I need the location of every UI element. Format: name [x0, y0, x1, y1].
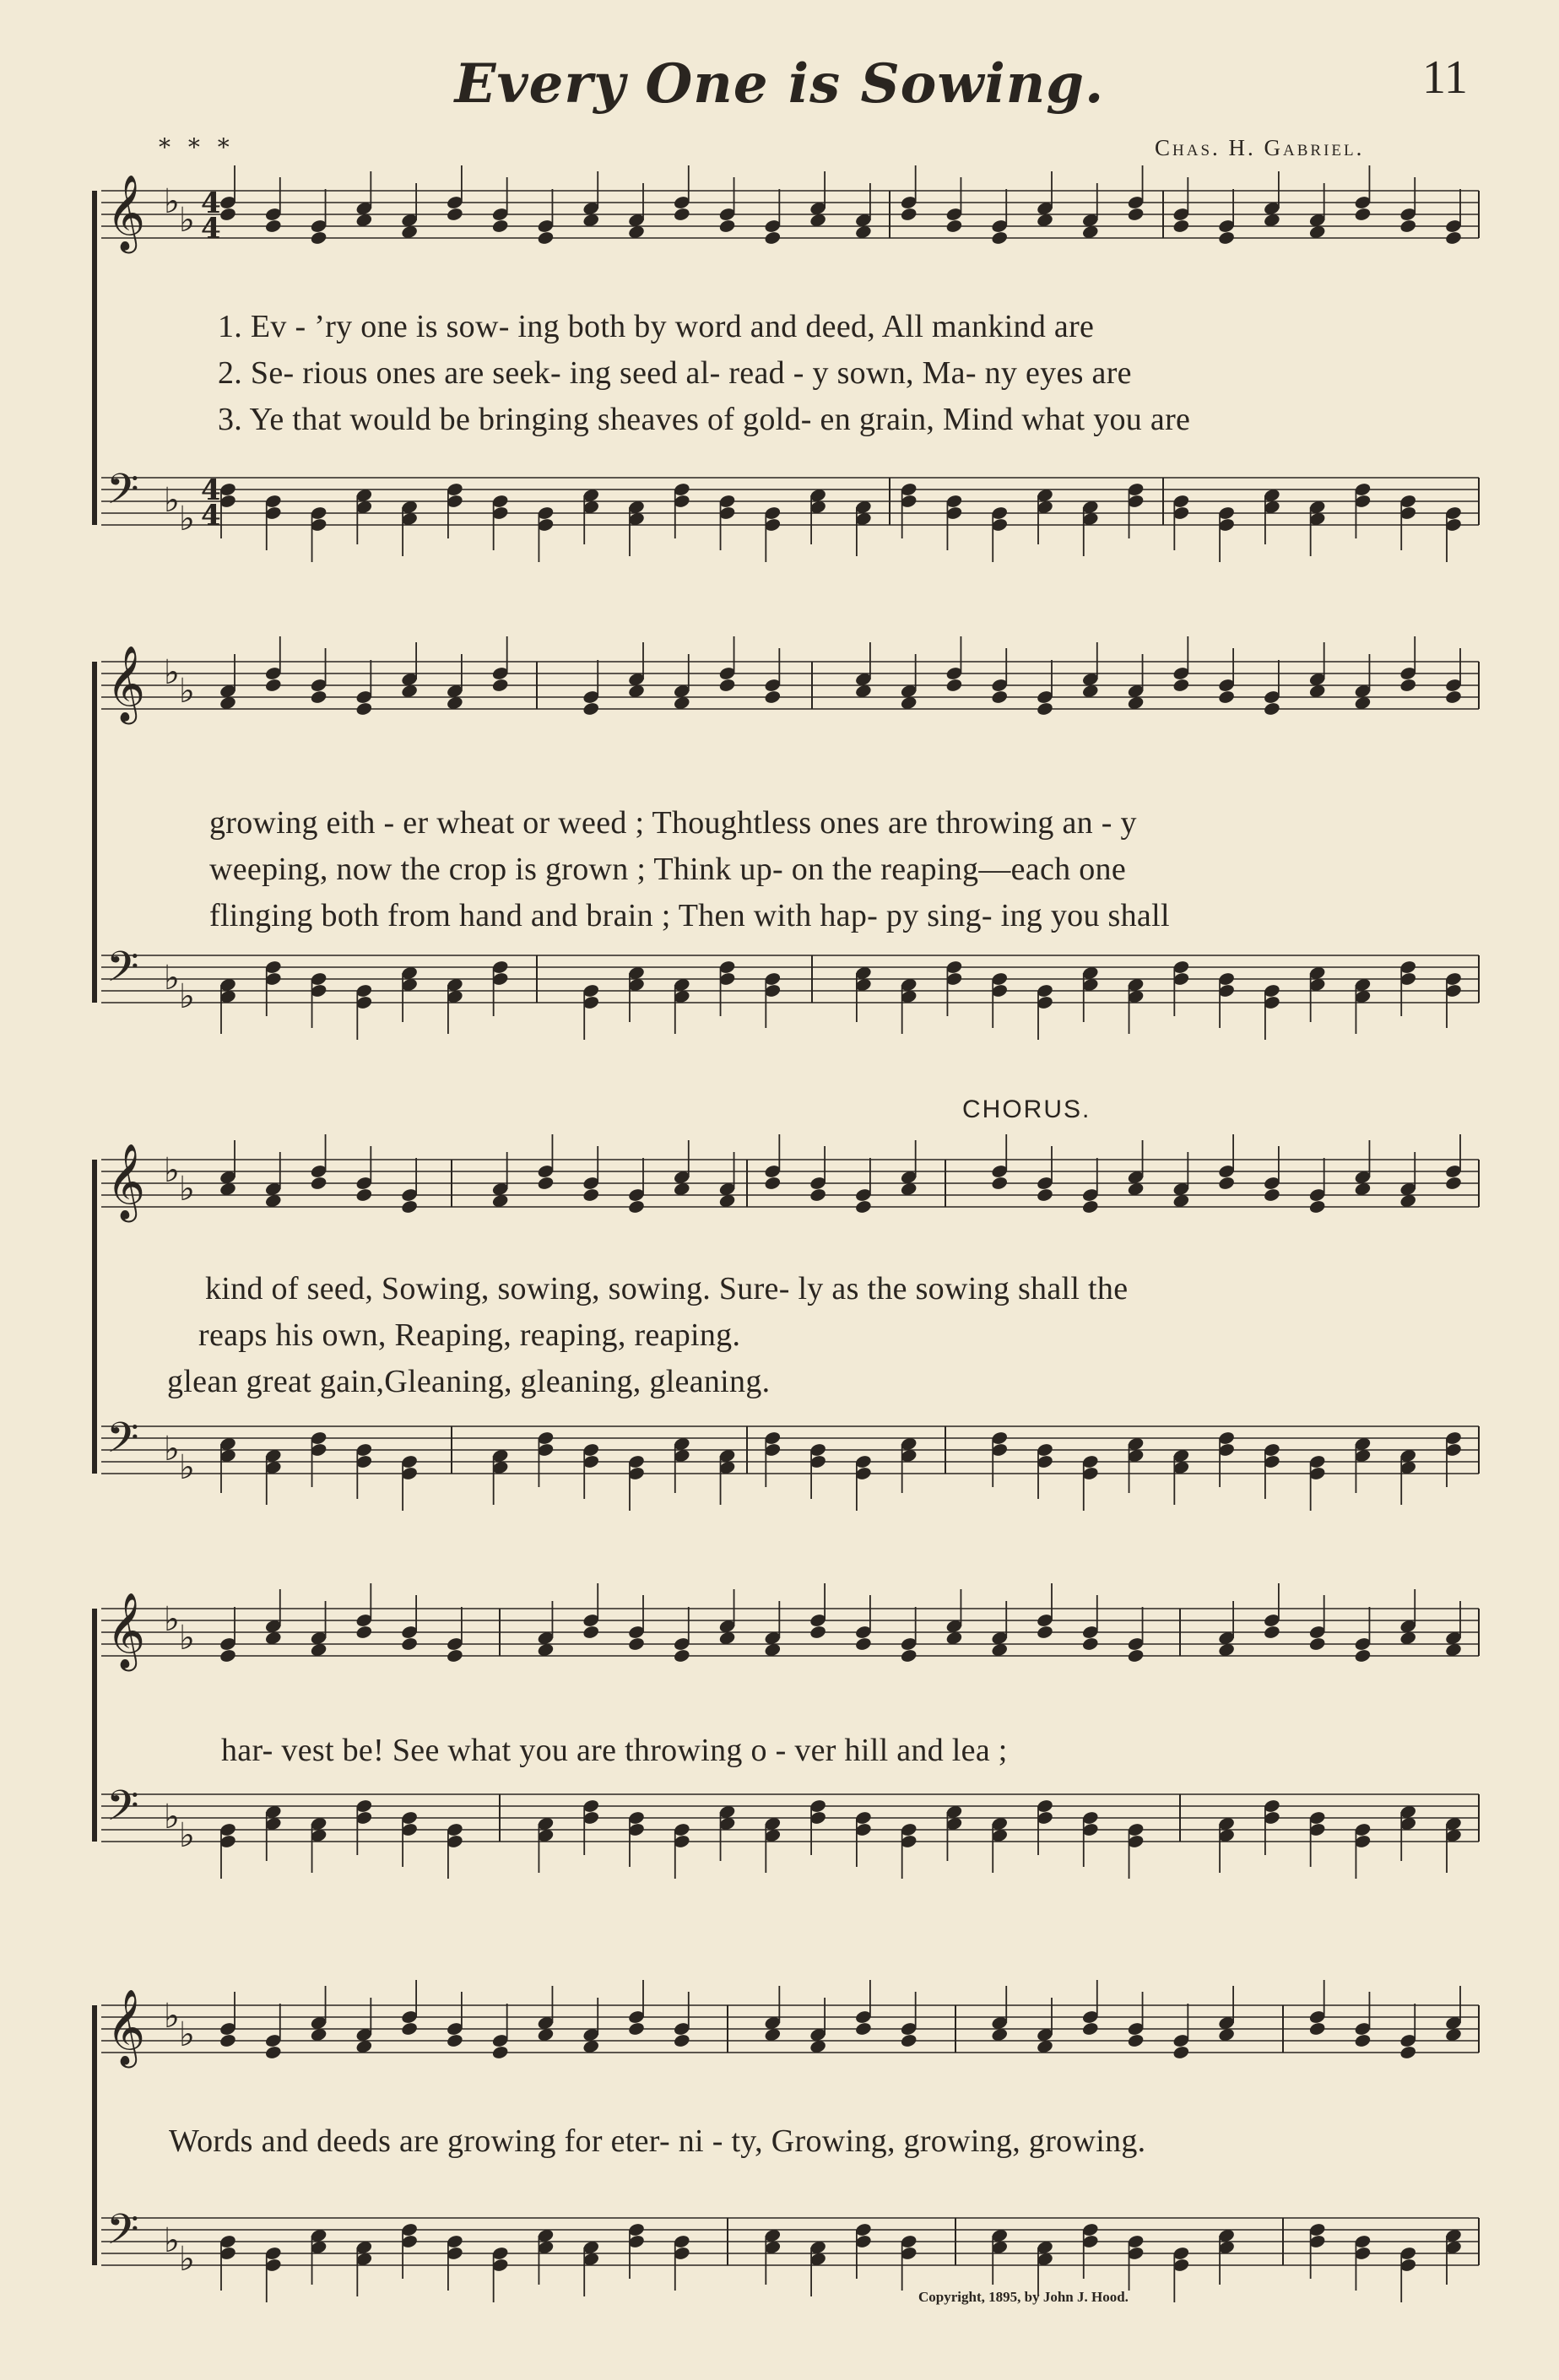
key-signature-flat: ♭	[179, 1170, 195, 1209]
note-head	[1308, 1199, 1326, 1214]
note-head	[446, 207, 463, 222]
note-head	[1263, 701, 1280, 717]
time-signature-numerator: 4	[201, 187, 221, 220]
bass-clef: 𝄢	[106, 943, 139, 1002]
key-signature-flat: ♭	[179, 1816, 195, 1855]
note-head	[900, 2033, 918, 2048]
lyric-line-s2-v1: growing eith - er wheat or weed ; Thoughtless ones are throwing an - y	[209, 805, 1137, 841]
note-head	[1127, 2033, 1145, 2048]
note-head	[310, 230, 327, 246]
key-signature-flat: ♭	[164, 1151, 180, 1190]
note-head	[264, 2045, 282, 2060]
note-head	[1172, 2045, 1190, 2060]
note-head	[673, 2033, 690, 2048]
note-head	[1127, 1648, 1145, 1663]
note-head	[764, 230, 782, 246]
note-head	[1036, 701, 1053, 717]
page-number: 11	[1422, 51, 1468, 104]
lyric-line-s2-v2: weeping, now the crop is grown ; Think up- on the reaping—each one	[209, 852, 1126, 887]
note-head	[537, 1176, 555, 1191]
note-head	[945, 678, 963, 693]
note-head	[537, 230, 555, 246]
note-head	[900, 207, 918, 222]
note-head	[400, 1199, 418, 1214]
lyric-line-s1-v1: 1. Ev - ’ry one is sow- ing both by word and deed, All mankind are	[218, 309, 1095, 344]
key-signature-flat: ♭	[179, 2240, 195, 2279]
note-head	[718, 678, 736, 693]
note-head	[264, 219, 282, 234]
key-signature-flat: ♭	[179, 500, 195, 538]
note-head	[310, 1176, 327, 1191]
note-head	[1081, 1636, 1099, 1652]
note-head	[1172, 219, 1190, 234]
treble-clef: 𝄞	[106, 1144, 146, 1220]
note-head	[219, 1648, 236, 1663]
note-head	[400, 2021, 418, 2037]
time-signature-denominator: 4	[201, 212, 221, 246]
note-head	[219, 207, 236, 222]
note-head	[1217, 230, 1235, 246]
note-head	[1444, 690, 1462, 705]
treble-clef: 𝄞	[106, 1593, 146, 1669]
note-head	[582, 1187, 600, 1203]
note-head	[1263, 1625, 1280, 1640]
note-head	[400, 1636, 418, 1652]
key-signature-flat: ♭	[164, 1798, 180, 1836]
lyric-line-s1-v3: 3. Ye that would be bringing sheaves of gold- en grain, Mind what you are	[218, 402, 1191, 437]
note-head	[1354, 2033, 1372, 2048]
key-signature-flat: ♭	[164, 959, 180, 998]
note-head	[1354, 1648, 1372, 1663]
note-head	[854, 1636, 872, 1652]
note-head	[673, 1648, 690, 1663]
note-head	[809, 1625, 826, 1640]
treble-clef: 𝄞	[106, 646, 146, 722]
key-signature-flat: ♭	[179, 672, 195, 711]
note-head	[582, 1625, 600, 1640]
note-head	[627, 2021, 645, 2037]
note-head	[310, 690, 327, 705]
note-head	[900, 1648, 918, 1663]
note-head	[355, 1187, 373, 1203]
treble-clef: 𝄞	[106, 175, 146, 251]
note-head	[1308, 2021, 1326, 2037]
note-head	[1263, 1187, 1280, 1203]
key-signature-flat: ♭	[179, 1448, 195, 1487]
lyric-line-s3-v1: kind of seed, Sowing, sowing, sowing. Sure- ly as the sowing shall the	[205, 1271, 1129, 1306]
note-head	[1399, 219, 1417, 234]
lyric-line-s5-v1: Words and deeds are growing for eter- ni - ty, Growing, growing, growing.	[169, 2123, 1146, 2159]
key-signature-flat: ♭	[179, 1619, 195, 1658]
chorus-label: CHORUS.	[962, 1095, 1091, 1123]
key-signature-flat: ♭	[164, 1600, 180, 1639]
note-head	[673, 207, 690, 222]
note-head	[355, 1625, 373, 1640]
note-head	[1081, 2021, 1099, 2037]
note-head	[582, 701, 600, 717]
note-head	[1444, 230, 1462, 246]
note-head	[1172, 678, 1190, 693]
note-head	[1036, 1187, 1053, 1203]
lyric-line-s4-v1: har- vest be! See what you are throwing o - ver hill and lea ;	[221, 1733, 1008, 1768]
note-head	[764, 690, 782, 705]
note-head	[1308, 1636, 1326, 1652]
note-head	[1127, 207, 1145, 222]
note-head	[446, 1648, 463, 1663]
note-head	[809, 1187, 826, 1203]
key-signature-flat: ♭	[179, 201, 195, 240]
key-signature-flat: ♭	[164, 481, 180, 520]
author-marks: * * *	[159, 133, 235, 161]
note-head	[491, 678, 509, 693]
key-signature-flat: ♭	[164, 2221, 180, 2260]
note-head	[1036, 1625, 1053, 1640]
bass-clef: 𝄢	[106, 2205, 139, 2264]
bass-clef: 𝄢	[106, 1414, 139, 1473]
key-signature-flat: ♭	[179, 2015, 195, 2054]
note-head	[1399, 2045, 1417, 2060]
note-head	[854, 1199, 872, 1214]
key-signature-flat: ♭	[164, 1997, 180, 2036]
note-head	[1217, 690, 1235, 705]
time-signature-numerator: 4	[201, 473, 221, 507]
lyric-line-s2-v3: flinging both from hand and brain ; Then with hap- py sing- ing you shall	[209, 898, 1170, 933]
note-head	[627, 1636, 645, 1652]
note-head	[1399, 678, 1417, 693]
note-head	[945, 219, 963, 234]
bass-clef: 𝄢	[106, 1782, 139, 1841]
note-head	[991, 690, 1009, 705]
note-head	[491, 219, 509, 234]
note-head	[991, 230, 1009, 246]
note-head	[355, 701, 373, 717]
time-signature-denominator: 4	[201, 499, 221, 533]
note-head	[491, 2045, 509, 2060]
note-head	[1354, 207, 1372, 222]
copyright-notice: Copyright, 1895, by John J. Hood.	[918, 2289, 1129, 2305]
note-head	[219, 2033, 236, 2048]
composer-credit: Chas. H. Gabriel.	[1155, 135, 1365, 160]
note-head	[627, 1199, 645, 1214]
key-signature-flat: ♭	[179, 977, 195, 1016]
note-head	[764, 1176, 782, 1191]
note-head	[854, 2021, 872, 2037]
note-head	[991, 1176, 1009, 1191]
page-title: Every One is Sowing.	[454, 52, 1105, 116]
key-signature-flat: ♭	[164, 1430, 180, 1469]
lyric-line-s3-v3: glean great gain,Gleaning, gleaning, gleaning.	[167, 1364, 771, 1399]
key-signature-flat: ♭	[164, 182, 180, 221]
note-head	[1081, 1199, 1099, 1214]
note-head	[264, 678, 282, 693]
note-head	[446, 2033, 463, 2048]
note-head	[1444, 1176, 1462, 1191]
key-signature-flat: ♭	[164, 653, 180, 692]
note-head	[718, 219, 736, 234]
lyric-line-s3-v2: reaps his own, Reaping, reaping, reaping.	[198, 1317, 741, 1353]
treble-clef: 𝄞	[106, 1989, 146, 2065]
lyric-line-s1-v2: 2. Se- rious ones are seek- ing seed al- read - y sown, Ma- ny eyes are	[218, 355, 1132, 391]
bass-clef: 𝄢	[106, 465, 139, 524]
note-head	[1217, 1176, 1235, 1191]
